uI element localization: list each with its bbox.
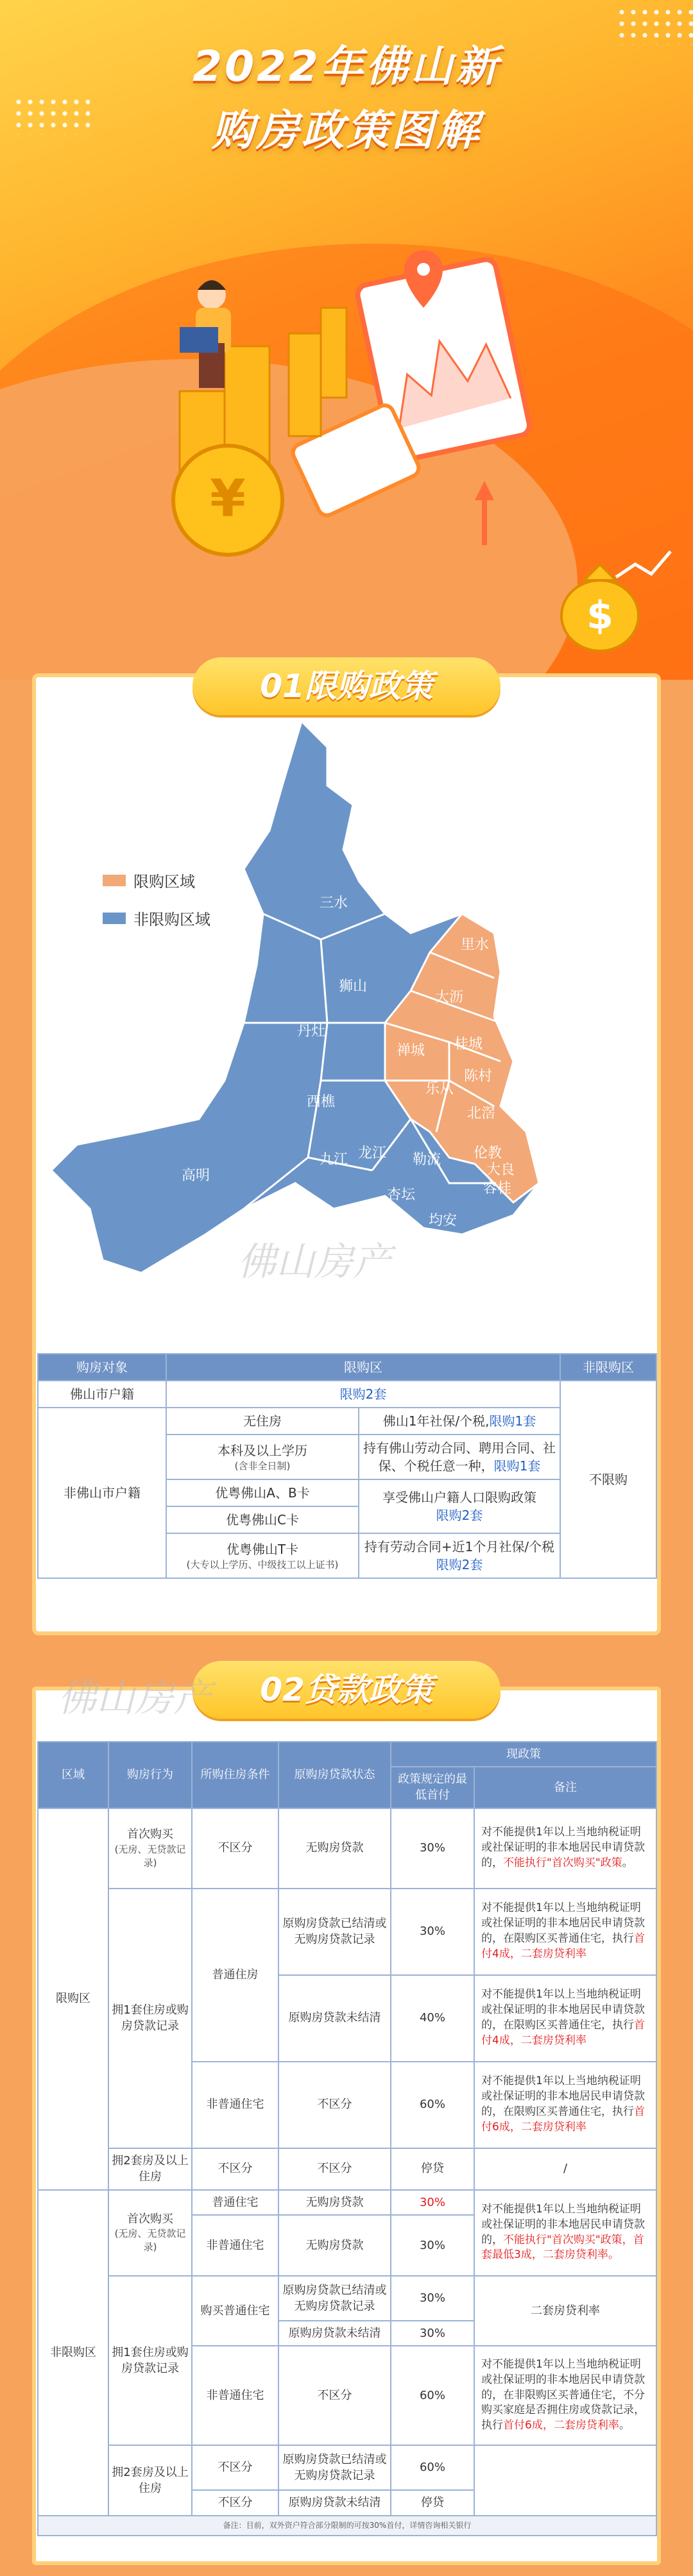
map-label: 陈村 bbox=[463, 1068, 493, 1084]
map-label: 伦教 bbox=[473, 1145, 502, 1161]
hero-title-line1: 2022年佛山新 bbox=[193, 42, 501, 91]
map-label: 容桂 bbox=[483, 1181, 512, 1197]
map-label: 狮山 bbox=[338, 979, 368, 995]
map-label: 大沥 bbox=[434, 989, 464, 1006]
map-label: 西樵 bbox=[306, 1094, 336, 1110]
hero-title-line2: 购房政策图解 bbox=[212, 106, 481, 155]
section2-title: 02贷款政策 bbox=[193, 1661, 501, 1719]
map-label: 北滘 bbox=[466, 1106, 496, 1122]
svg-text:¥: ¥ bbox=[210, 469, 246, 528]
map-label: 九江 bbox=[319, 1152, 348, 1168]
map-label: 桂城 bbox=[454, 1036, 483, 1052]
loan-policy-table: 区域 购房行为 所购住房条件 原购房贷款状态 现政策 政策规定的最低首付 备注 限购区 首次购买 (无房、无贷款记录) 不区分 无购房贷款 30% 对不能提供1年以上当地纳税证明或社保证明的非本地居民申请贷款的，不能执行"首次购买"政策。 拥1套住房或购房贷款记录 普通住房 原购房贷款已结清或无购房贷款记录 30% 对不能提供1年以上当地纳税证明或社保证明的非本地居民申请贷款的，在限购区买普通住宅，执行首付4成，二套房贷利率 原购房贷款未结清 40% 对不能提供1年以上当地纳税证明或社保证明的非本地居民申请贷款的，在限购区买普通住宅，执行首付4成，二套房贷利率 非普通住宅 不区分 60% 对不能提供1年以上当地纳税证明或社保证明的非本地居民申请贷款的，在限购区买普通住宅，执行首付6成，二套房贷利率 拥2套房及以上住房 不区分 不区分 停贷 / 非限购区 首次购买 (无房、无贷款记录) 普通住宅 无购房贷款 30% 对不能提供1年以上当地纳税证明或社保证明的非本地居民申请贷款的，不能执行"首次购买"政策，首套最低3成，二套房贷利率。 非普通住宅 无购房贷款 30% 拥1套住房或购房贷款记录 购买普通住宅 原购房贷款已结清或无购房贷款记录 30% 二套房贷利率 原购房贷款未结清 30% 非普通住宅 不区分 60% 对不能提供1年以上当地纳税证明或社保证明的非本地居民申请贷款的，在非限购区买普通住宅，不分购买家庭是否拥住房或贷款记录，执行首付6成，二套房贷利率。 拥2套房及以上住房 不区分 原购房贷款已结清或无购房贷款记录 60% 不区分 原购房贷款未结清 停贷 备注：目前，双外资户符合部分限制的可按30%首付，详情咨询相关银行 bbox=[37, 1741, 656, 2536]
legend-swatch bbox=[103, 875, 126, 886]
watermark: 佛山房产 bbox=[237, 1240, 391, 1284]
map-label: 里水 bbox=[460, 937, 490, 953]
map-label: 杏坛 bbox=[386, 1187, 416, 1203]
section1-title: 01限购政策 bbox=[193, 657, 501, 715]
map-legend bbox=[103, 869, 210, 945]
map-label: 三水 bbox=[319, 895, 348, 911]
footnote: 备注：目前，双外资户符合部分限制的可按30%首付，详情咨询相关银行 bbox=[38, 2516, 656, 2536]
watermark: 佛山房产 bbox=[58, 1676, 212, 1721]
money-bag-illustration bbox=[520, 539, 680, 654]
map-label: 乐从 bbox=[425, 1081, 454, 1097]
finance-illustration bbox=[128, 231, 578, 590]
map-label: 禅城 bbox=[396, 1043, 425, 1059]
hero-banner bbox=[0, 0, 693, 680]
map-label: 龙江 bbox=[357, 1145, 387, 1161]
map-label: 均安 bbox=[428, 1213, 458, 1229]
legend-item-restricted: 限购区域 bbox=[103, 869, 210, 891]
map-label: 丹灶 bbox=[296, 1023, 326, 1040]
map-label: 高明 bbox=[181, 1168, 210, 1184]
legend-swatch bbox=[103, 913, 126, 924]
purchase-restriction-table: 购房对象 限购区 非限购区 佛山市户籍 限购2套 不限购 非佛山市户籍 无住房 佛山1年社保/个税,限购1套 本科及以上学历 (含非全日制) 持有佛山劳动合同、聘用合同、社保、个税任意一种，限购1套 优粤佛山A、B卡 享受佛山户籍人口限购政策 限购2套 优粤佛山C卡 优粤佛山T卡 (大专以上学历、中级技工以上证书) 持有劳动合同+近1个月社保/个税 限购2套 bbox=[37, 1353, 656, 1579]
svg-text:$: $ bbox=[586, 593, 613, 638]
map-label: 勒流 bbox=[412, 1152, 441, 1168]
legend-item-unrestricted: 非限购区域 bbox=[103, 907, 210, 929]
map-label: 大良 bbox=[486, 1162, 515, 1178]
